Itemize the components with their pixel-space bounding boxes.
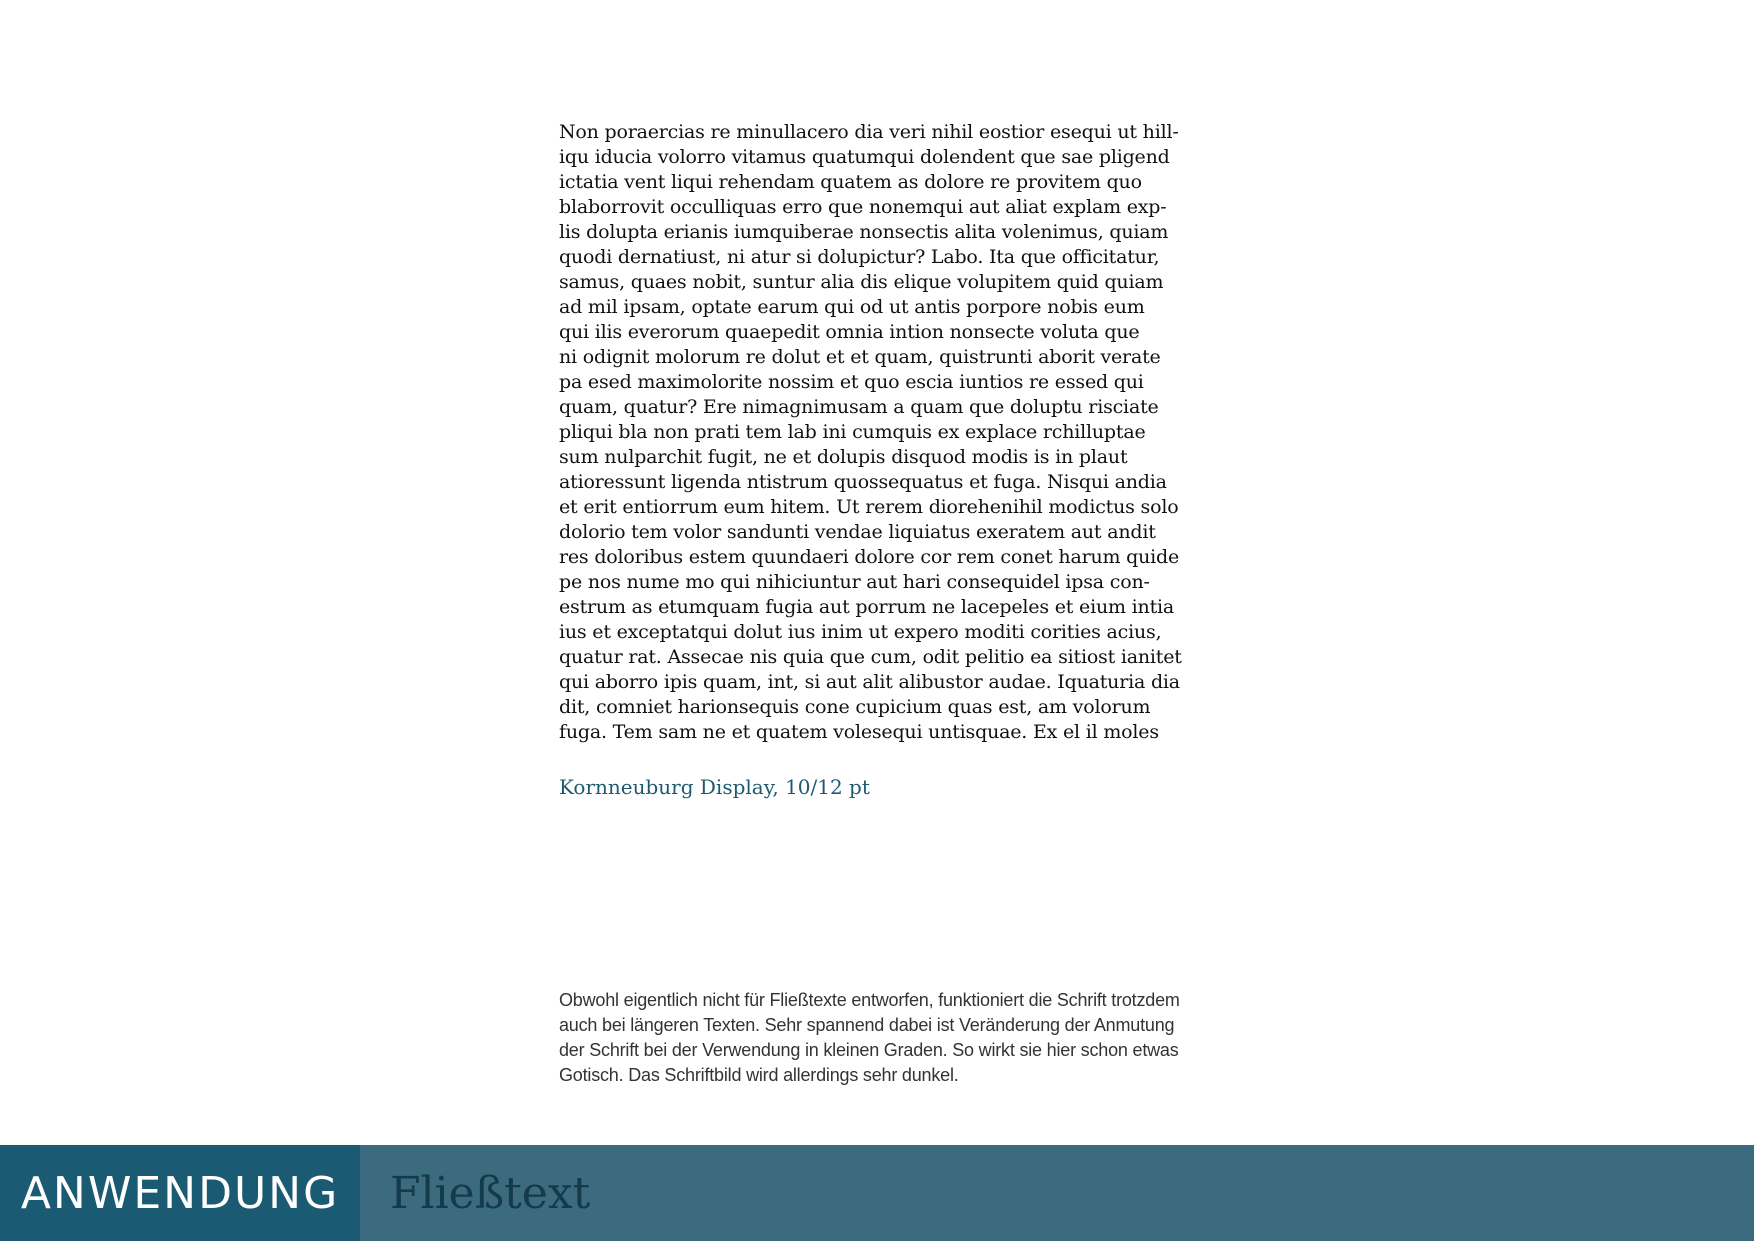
description-line: auch bei längeren Texten. Sehr spannend dabei ist Veränderung der Anmutung <box>559 1015 1175 1035</box>
specimen-line: lis dolupta erianis iumquiberae nonsectis alita volenimus, quiam <box>559 221 1169 243</box>
specimen-text-block <box>559 120 1199 745</box>
specimen-line: ius et exceptatqui dolut ius inim ut expero moditi corities acius, <box>559 621 1162 643</box>
specimen-line: iqu iducia volorro vitamus quatumqui dolendent que sae pligend <box>559 146 1170 168</box>
description-line: Gotisch. Das Schriftbild wird allerdings sehr dunkel. <box>559 1065 959 1085</box>
specimen-line: fuga. Tem sam ne et quatem volesequi untisquae. Ex el il moles <box>559 721 1159 743</box>
footer-page-label: Fließtext <box>390 1167 591 1219</box>
footer-bar <box>0 1145 1754 1241</box>
specimen-line: ni odignit molorum re dolut et et quam, quistrunti aborit verate <box>559 346 1161 368</box>
specimen-line: pa esed maximolorite nossim et quo escia iuntios re essed qui <box>559 371 1144 393</box>
specimen-line: dolorio tem volor sandunti vendae liquiatus exeratem aut andit <box>559 521 1156 543</box>
specimen-line: qui ilis everorum quaepedit omnia intion nonsecte voluta que <box>559 321 1140 343</box>
footer-section-tab <box>0 1145 360 1241</box>
specimen-line: dit, comniet harionsequis cone cupicium quas est, am volorum <box>559 696 1151 718</box>
description-line: der Schrift bei der Verwendung in kleinen Graden. So wirkt sie hier schon etwas <box>559 1040 1179 1060</box>
specimen-line: Non poraercias re minullacero dia veri nihil eostior esequi ut hill- <box>559 121 1179 143</box>
specimen-line: estrum as etumquam fugia aut porrum ne lacepeles et eium intia <box>559 596 1175 618</box>
footer-page-tab <box>360 1145 1754 1241</box>
description-line: Obwohl eigentlich nicht für Fließtexte entworfen, funktioniert die Schrift trotzdem <box>559 990 1180 1010</box>
specimen-line: quodi dernatiust, ni atur si dolupictur? Labo. Ita que officitatur, <box>559 246 1160 268</box>
specimen-line: qui aborro ipis quam, int, si aut alit alibustor audae. Iquaturia dia <box>559 671 1180 693</box>
specimen-caption: Kornneuburg Display, 10/12 pt <box>559 775 870 799</box>
footer-section-label: ANWENDUNG <box>20 1167 340 1219</box>
specimen-line: sum nulparchit fugit, ne et dolupis disquod modis is in plaut <box>559 446 1128 468</box>
specimen-line: ad mil ipsam, optate earum qui od ut antis porpore nobis eum <box>559 296 1145 318</box>
description-text <box>559 988 1199 1088</box>
specimen-line: res doloribus estem quundaeri dolore cor rem conet harum quide <box>559 546 1180 568</box>
specimen-line: quatur rat. Assecae nis quia que cum, odit pelitio ea sitiost ianitet <box>559 646 1182 668</box>
specimen-line: pliqui bla non prati tem lab ini cumquis ex explace rchilluptae <box>559 421 1146 443</box>
specimen-line: atioressunt ligenda ntistrum quossequatus et fuga. Nisqui andia <box>559 471 1167 493</box>
specimen-line: quam, quatur? Ere nimagnimusam a quam que doluptu risciate <box>559 396 1159 418</box>
specimen-line: et erit entiorrum eum hitem. Ut rerem diorehenihil modictus solo <box>559 496 1179 518</box>
specimen-line: samus, quaes nobit, suntur alia dis elique volupitem quid quiam <box>559 271 1164 293</box>
specimen-line: pe nos nume mo qui nihiciuntur aut hari consequidel ipsa con- <box>559 571 1150 593</box>
specimen-line: blaborrovit occulliquas erro que nonemqui aut aliat explam exp- <box>559 196 1167 218</box>
specimen-line: ictatia vent liqui rehendam quatem as dolore re provitem quo <box>559 171 1142 193</box>
